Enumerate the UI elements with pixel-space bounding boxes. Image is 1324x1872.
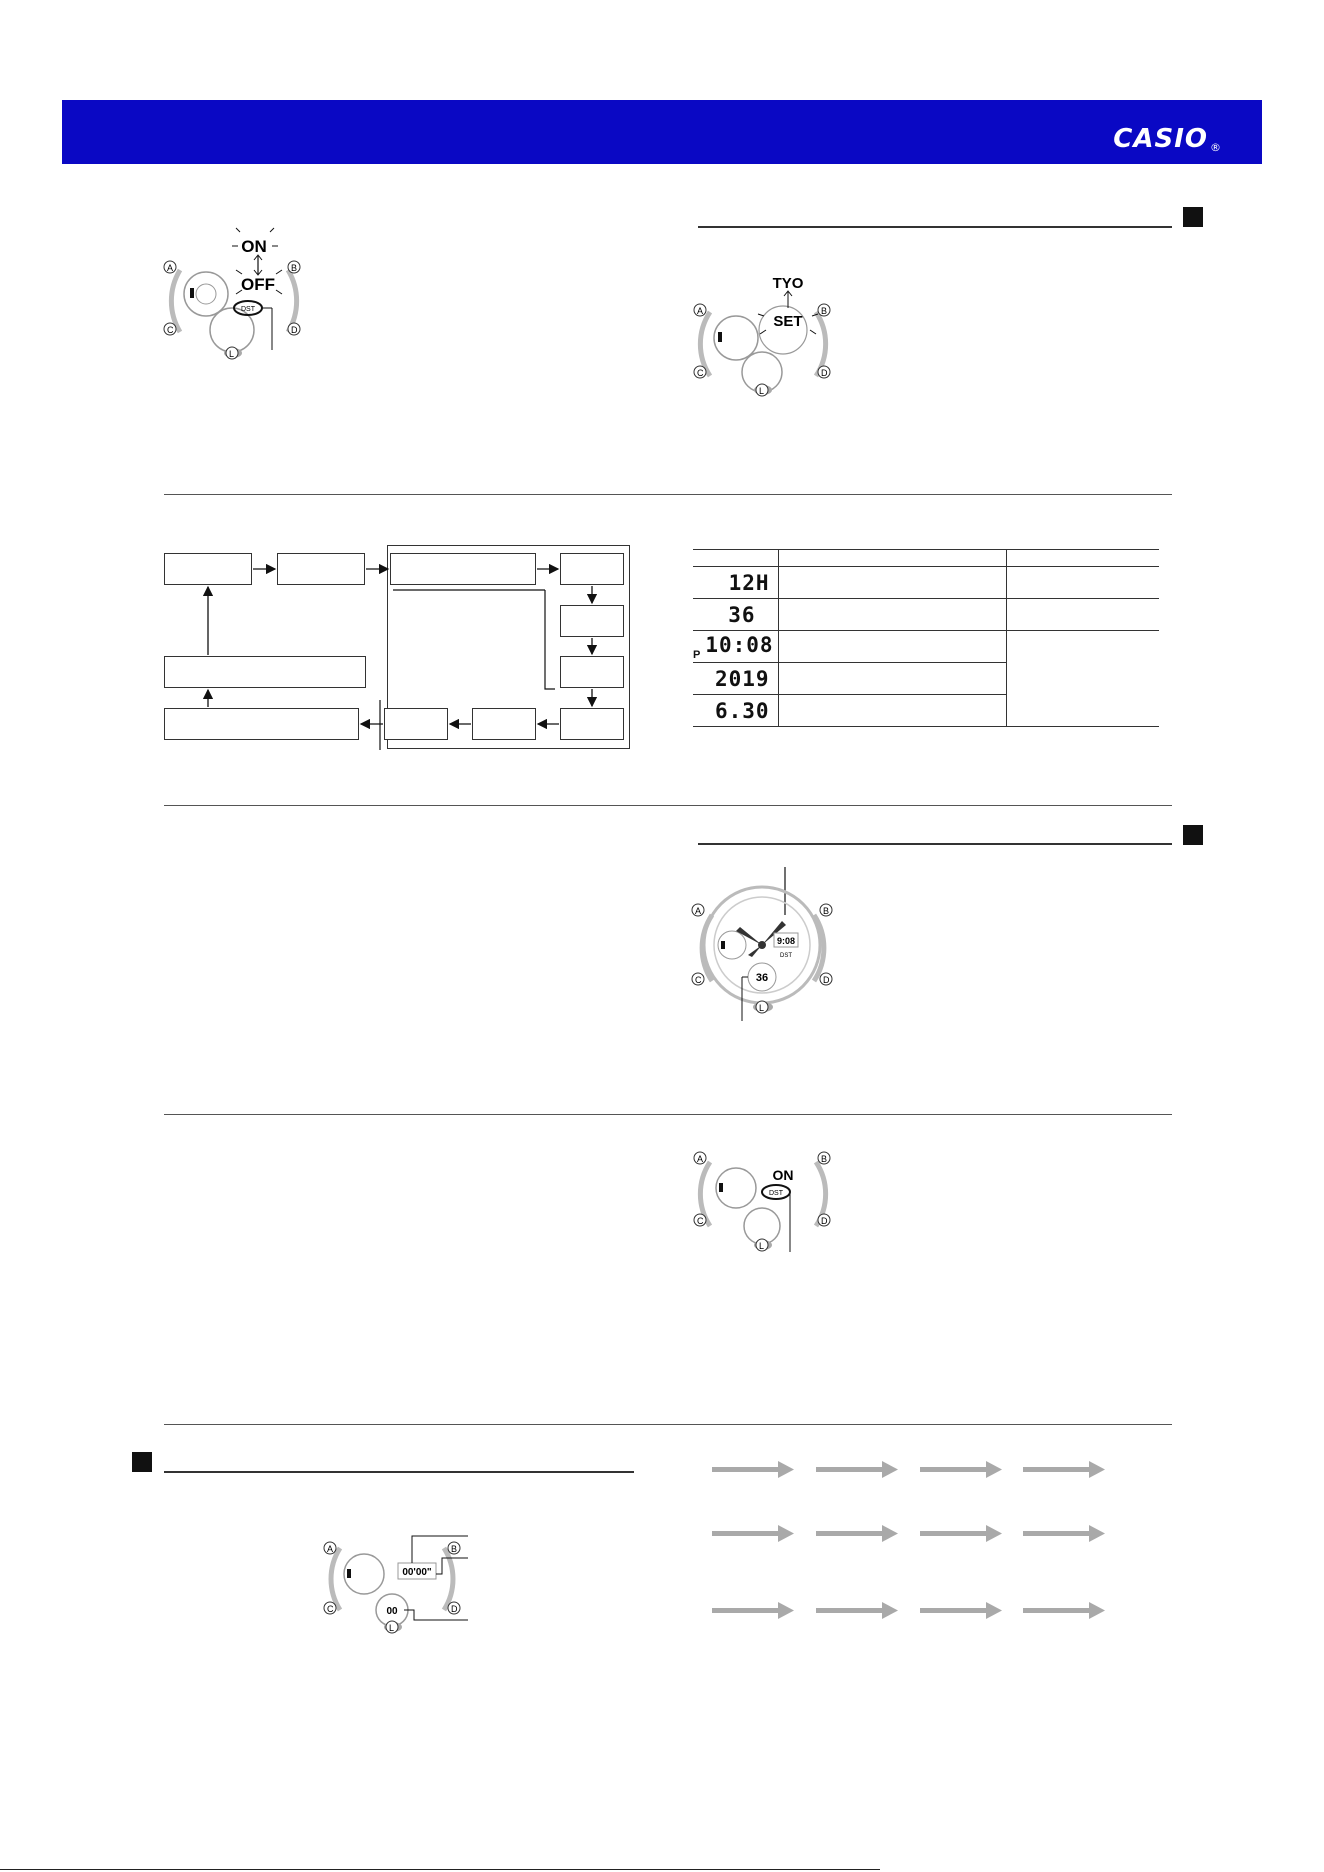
divider bbox=[164, 1424, 1172, 1425]
dst-label: DST bbox=[241, 306, 255, 313]
flow-box bbox=[560, 708, 624, 740]
section-marker bbox=[1183, 207, 1203, 227]
svg-text:D: D bbox=[823, 975, 830, 985]
dst-label: DST bbox=[780, 953, 792, 959]
section-rule bbox=[698, 843, 1172, 845]
watch-figure-city-set bbox=[688, 272, 838, 402]
svg-text:A: A bbox=[327, 1544, 334, 1554]
gray-arrow bbox=[712, 1602, 794, 1619]
section-marker bbox=[1183, 825, 1203, 845]
watch-figure-dst-on bbox=[688, 1148, 838, 1258]
pm-prefix: P bbox=[693, 648, 702, 661]
dst-label: DST bbox=[769, 1190, 783, 1197]
divider bbox=[164, 1114, 1172, 1115]
display-value: 6.30 bbox=[714, 698, 770, 723]
section-rule bbox=[164, 1471, 634, 1473]
flow-box bbox=[390, 553, 536, 585]
digital-time: 9:08 bbox=[776, 936, 796, 946]
table-row bbox=[693, 631, 1159, 663]
flow-box bbox=[560, 656, 624, 688]
gray-arrow bbox=[816, 1602, 898, 1619]
section-marker bbox=[132, 1452, 152, 1472]
svg-text:L: L bbox=[759, 1003, 765, 1013]
small-display-value: 36 bbox=[755, 972, 769, 984]
stopwatch-main: 00'00" bbox=[402, 1567, 432, 1578]
divider bbox=[164, 494, 1172, 495]
footer-rule bbox=[0, 1869, 880, 1870]
svg-text:D: D bbox=[821, 1216, 828, 1226]
on-text: ON bbox=[772, 1167, 794, 1183]
svg-text:C: C bbox=[327, 1604, 334, 1614]
svg-text:B: B bbox=[451, 1544, 458, 1554]
display-table bbox=[693, 549, 1159, 727]
flow-box bbox=[560, 605, 624, 637]
watch-figure-stopwatch bbox=[318, 1528, 478, 1638]
flow-box bbox=[384, 708, 448, 740]
table-row bbox=[693, 599, 1159, 631]
display-value: 12H bbox=[728, 570, 770, 595]
svg-text:L: L bbox=[229, 349, 235, 359]
watch-figure-dst-toggle bbox=[158, 222, 308, 362]
gray-arrow bbox=[816, 1525, 898, 1542]
gray-arrow bbox=[1023, 1602, 1105, 1619]
svg-text:A: A bbox=[697, 306, 704, 316]
gray-arrow bbox=[816, 1461, 898, 1478]
registered-mark: ® bbox=[1210, 141, 1222, 154]
svg-text:C: C bbox=[697, 1216, 704, 1226]
gray-arrow bbox=[712, 1461, 794, 1478]
svg-text:L: L bbox=[759, 386, 765, 396]
set-text: SET bbox=[773, 313, 803, 330]
flow-box bbox=[164, 708, 359, 740]
watch-figure-analog bbox=[688, 865, 838, 1025]
flow-box bbox=[164, 656, 366, 688]
display-value: 2019 bbox=[714, 666, 770, 691]
svg-text:D: D bbox=[821, 368, 828, 378]
svg-text:L: L bbox=[389, 1623, 395, 1633]
city-code: TYO bbox=[772, 275, 804, 292]
gray-arrow bbox=[920, 1602, 1002, 1619]
display-value: 10:08 bbox=[705, 632, 774, 657]
svg-text:C: C bbox=[167, 325, 174, 335]
header-band bbox=[62, 100, 1262, 164]
svg-text:C: C bbox=[695, 975, 702, 985]
brand-text: CASIO bbox=[1113, 124, 1208, 154]
svg-text:D: D bbox=[451, 1604, 458, 1614]
svg-text:B: B bbox=[291, 263, 298, 273]
flow-box bbox=[164, 553, 252, 585]
svg-text:A: A bbox=[695, 906, 702, 916]
stopwatch-small: 00 bbox=[386, 1606, 398, 1617]
svg-text:L: L bbox=[759, 1241, 765, 1251]
flow-box bbox=[472, 708, 536, 740]
gray-arrow bbox=[920, 1525, 1002, 1542]
casio-logo bbox=[1113, 124, 1222, 154]
gray-arrow bbox=[1023, 1525, 1105, 1542]
svg-text:A: A bbox=[167, 263, 174, 273]
display-value: 36 bbox=[728, 602, 756, 627]
on-text: ON bbox=[241, 237, 267, 256]
svg-text:B: B bbox=[821, 1154, 828, 1164]
gray-arrow bbox=[920, 1461, 1002, 1478]
divider bbox=[164, 805, 1172, 806]
svg-text:C: C bbox=[697, 368, 704, 378]
svg-text:D: D bbox=[291, 325, 298, 335]
gray-arrow bbox=[1023, 1461, 1105, 1478]
flow-box bbox=[277, 553, 365, 585]
gray-arrow-sequence bbox=[700, 1455, 1120, 1625]
table-row bbox=[693, 567, 1159, 599]
section-rule bbox=[698, 226, 1172, 228]
svg-text:B: B bbox=[821, 306, 828, 316]
gray-arrow bbox=[712, 1525, 794, 1542]
svg-text:B: B bbox=[823, 906, 830, 916]
svg-text:A: A bbox=[697, 1154, 704, 1164]
off-text: OFF bbox=[241, 275, 275, 294]
flow-box bbox=[560, 553, 624, 585]
